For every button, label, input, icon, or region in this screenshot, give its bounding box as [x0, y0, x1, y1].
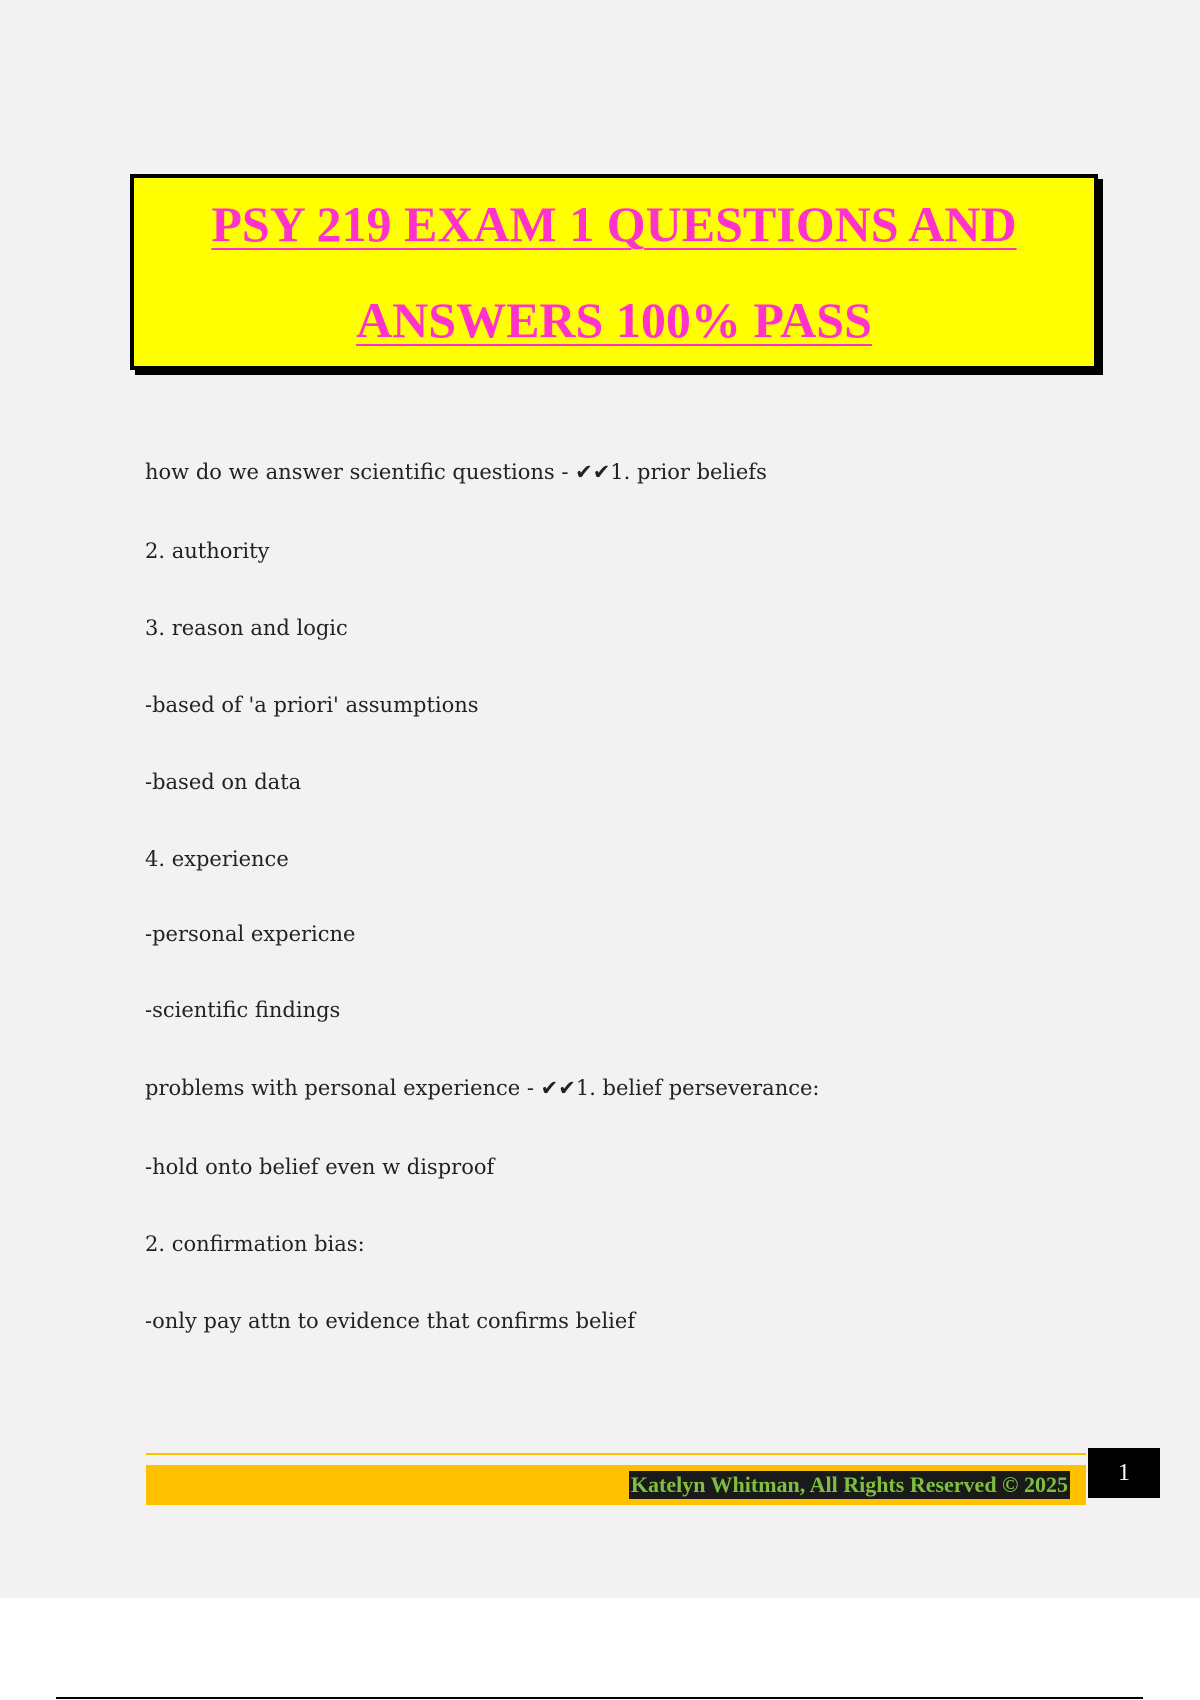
body-line: 4. experience — [145, 847, 289, 871]
footer-copyright: Katelyn Whitman, All Rights Reserved © 2025 — [630, 1472, 1068, 1497]
document-title-line-2: ANSWERS 100% PASS — [356, 292, 872, 348]
body-line: 3. reason and logic — [145, 616, 348, 640]
body-line: -personal expericne — [145, 922, 356, 946]
page-divider — [56, 1697, 1143, 1699]
body-line: -scientific findings — [145, 998, 341, 1022]
body-line: how do we answer scientific questions - ✔✔1. prior beliefs — [145, 460, 767, 484]
body-line: -based on data — [145, 770, 302, 794]
body-line: 2. authority — [145, 539, 270, 563]
body-line: -based of 'a priori' assumptions — [145, 693, 479, 717]
body-line: -hold onto belief even w disproof — [145, 1155, 495, 1179]
footer-band — [146, 1465, 1086, 1505]
document-title-line-1: PSY 219 EXAM 1 QUESTIONS AND — [211, 196, 1017, 252]
title-box — [130, 174, 1098, 370]
body-line: problems with personal experience - ✔✔1. belief perseverance: — [145, 1076, 820, 1100]
page-number-badge: 1 — [1088, 1448, 1160, 1498]
footer-rule — [146, 1453, 1086, 1455]
body-line: 2. confirmation bias: — [145, 1232, 365, 1256]
body-line: -only pay attn to evidence that confirms belief — [145, 1309, 636, 1333]
